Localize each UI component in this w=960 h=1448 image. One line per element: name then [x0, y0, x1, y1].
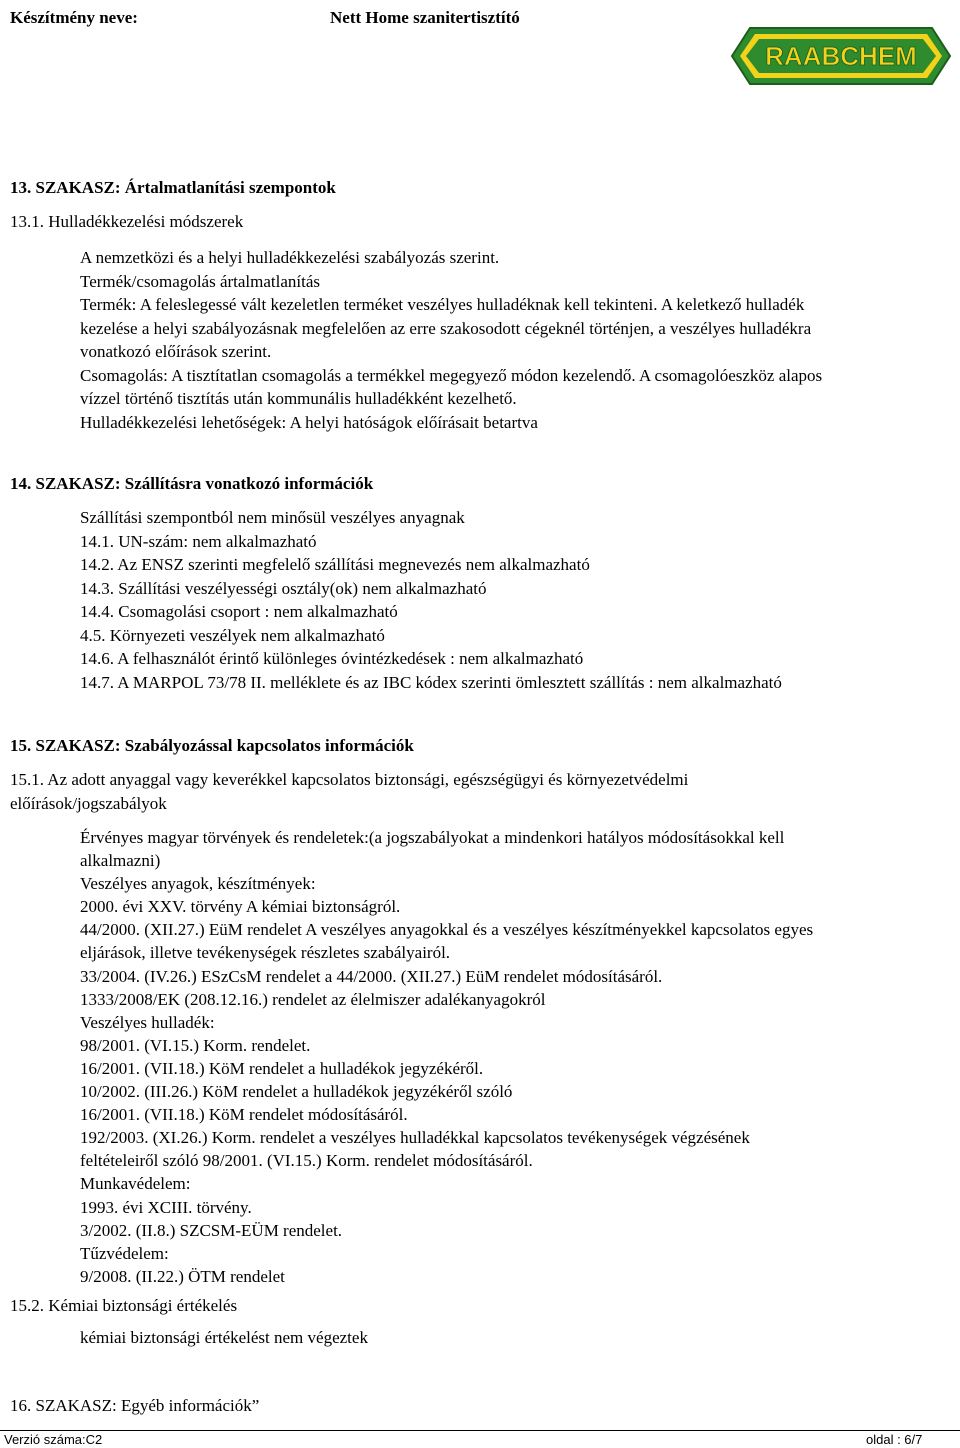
text-line: Termék/csomagolás ártalmatlanítás — [80, 271, 321, 291]
text-line: Munkavédelem: — [80, 1174, 191, 1194]
text-line: eljárások, illetve tevékenységek részletes szabályairól. — [80, 943, 451, 963]
text-line: A nemzetközi és a helyi hulladékkezelési szabályozás szerint. — [80, 248, 500, 267]
header-label: Készítmény neve: — [10, 8, 138, 27]
text-line: Veszélyes anyagok, készítmények: — [80, 874, 316, 894]
text-line: Hulladékkezelési lehetőségek: A helyi hatóságok előírásait betartva — [80, 412, 538, 432]
text-line: 3/2002. (II.8.) SZCSM-EÜM rendelet. — [80, 1220, 343, 1240]
text-line: 2000. évi XXV. törvény A kémiai biztonságról. — [80, 897, 401, 917]
text-line: 14.1. UN-szám: nem alkalmazható — [80, 531, 317, 551]
text-line: 1333/2008/EK (208.12.16.) rendelet az élelmiszer adalékanyagokról — [80, 989, 546, 1009]
section-13-body — [80, 246, 822, 434]
text-line: 14.3. Szállítási veszélyességi osztály(ok) nem alkalmazható — [80, 578, 487, 598]
section-16-title: 16. SZAKASZ: Egyéb információk” — [10, 1396, 260, 1415]
section-14-body — [80, 506, 782, 694]
raabchem-logo — [728, 20, 954, 92]
text-line: 10/2002. (III.26.) KöM rendelet a hulladékok jegyzékéről szóló — [80, 1082, 513, 1102]
text-line: 14.2. Az ENSZ szerinti megfelelő szállítási megnevezés nem alkalmazható — [80, 555, 590, 574]
section-15-1 — [10, 768, 688, 815]
text-line: 44/2000. (XII.27.) EüM rendelet A veszélyes anyagokkal és a veszélyes készítményekkel kapcsolatos egyes — [80, 920, 814, 940]
text-line: 14.7. A MARPOL 73/78 II. melléklete és az IBC kódex szerinti ömlesztett szállítás : nem alkalmazható — [80, 672, 782, 692]
text-line: Érvényes magyar törvények és rendeletek:(a jogszabályokat a mindenkori hatályos módosításokkal kell — [80, 828, 785, 847]
footer-page-number: oldal : 6/7 — [866, 1432, 923, 1447]
text-line: vízzel történő tisztítás után kommunális hulladékként kezelhető. — [80, 389, 517, 408]
text-line: előírások/jogszabályok — [10, 793, 167, 813]
section-15-2: 15.2. Kémiai biztonsági értékelés — [10, 1296, 238, 1315]
text-line: alkalmazni) — [80, 851, 161, 871]
text-line: 16/2001. (VII.18.) KöM rendelet a hulladékok jegyzékéről. — [80, 1058, 484, 1078]
text-line: 14.4. Csomagolási csoport : nem alkalmazható — [80, 602, 398, 621]
text-line: 4.5. Környezeti veszélyek nem alkalmazható — [80, 625, 385, 645]
text-line: 192/2003. (XI.26.) Korm. rendelet a veszélyes hulladékkal kapcsolatos tevékenységek végzésének — [80, 1128, 750, 1148]
section-15-2-text: kémiai biztonsági értékelést nem végeztek — [80, 1328, 368, 1347]
text-line: Termék: A feleslegessé vált kezeletlen terméket veszélyes hulladéknak kell tekinteni. A keletkező hulladék — [80, 295, 805, 314]
text-line: 33/2004. (IV.26.) ESzCsM rendelet a 44/2000. (XII.27.) EüM rendelet módosításáról. — [80, 966, 663, 986]
section-15-title: 15. SZAKASZ: Szabályozással kapcsolatos információk — [10, 736, 414, 755]
text-line: Tűzvédelem: — [80, 1243, 169, 1263]
text-line: kezelése a helyi szabályozásnak megfelelően az erre szakosodott cégeknél történjen, a veszélyes hulladékra — [80, 318, 812, 338]
section-13-1: 13.1. Hulladékkezelési módszerek — [10, 212, 244, 231]
text-line: vonatkozó előírások szerint. — [80, 342, 272, 361]
text-line: feltételeiről szóló 98/2001. (VI.15.) Korm. rendelet módosításáról. — [80, 1151, 533, 1171]
text-line: 9/2008. (II.22.) ÖTM rendelet — [80, 1266, 285, 1286]
footer-divider — [0, 1430, 960, 1431]
text-line: 1993. évi XCIII. törvény. — [80, 1197, 252, 1217]
section-14-title: 14. SZAKASZ: Szállításra vonatkozó információk — [10, 474, 374, 493]
text-line: Csomagolás: A tisztítatlan csomagolás a termékkel megegyező módon kezelendő. A csomagolóeszköz alapos — [80, 365, 823, 385]
text-line: 98/2001. (VI.15.) Korm. rendelet. — [80, 1035, 311, 1055]
section-15-body — [80, 826, 813, 1288]
product-name: Nett Home szanitertisztító — [330, 8, 520, 27]
text-line: Veszélyes hulladék: — [80, 1012, 215, 1032]
section-13-title: 13. SZAKASZ: Ártalmatlanítási szempontok — [10, 178, 336, 197]
text-line: Szállítási szempontból nem minősül veszélyes anyagnak — [80, 508, 465, 527]
logo-text: RAABCHEM — [765, 41, 917, 71]
footer-version: Verzió száma:C2 — [4, 1432, 103, 1447]
text-line: 16/2001. (VII.18.) KöM rendelet módosításáról. — [80, 1105, 408, 1125]
text-line: 15.1. Az adott anyaggal vagy keverékkel kapcsolatos biztonsági, egészségügyi és környezetvédelmi — [10, 770, 689, 789]
text-line: 14.6. A felhasználót érintő különleges óvintézkedések : nem alkalmazható — [80, 649, 584, 668]
